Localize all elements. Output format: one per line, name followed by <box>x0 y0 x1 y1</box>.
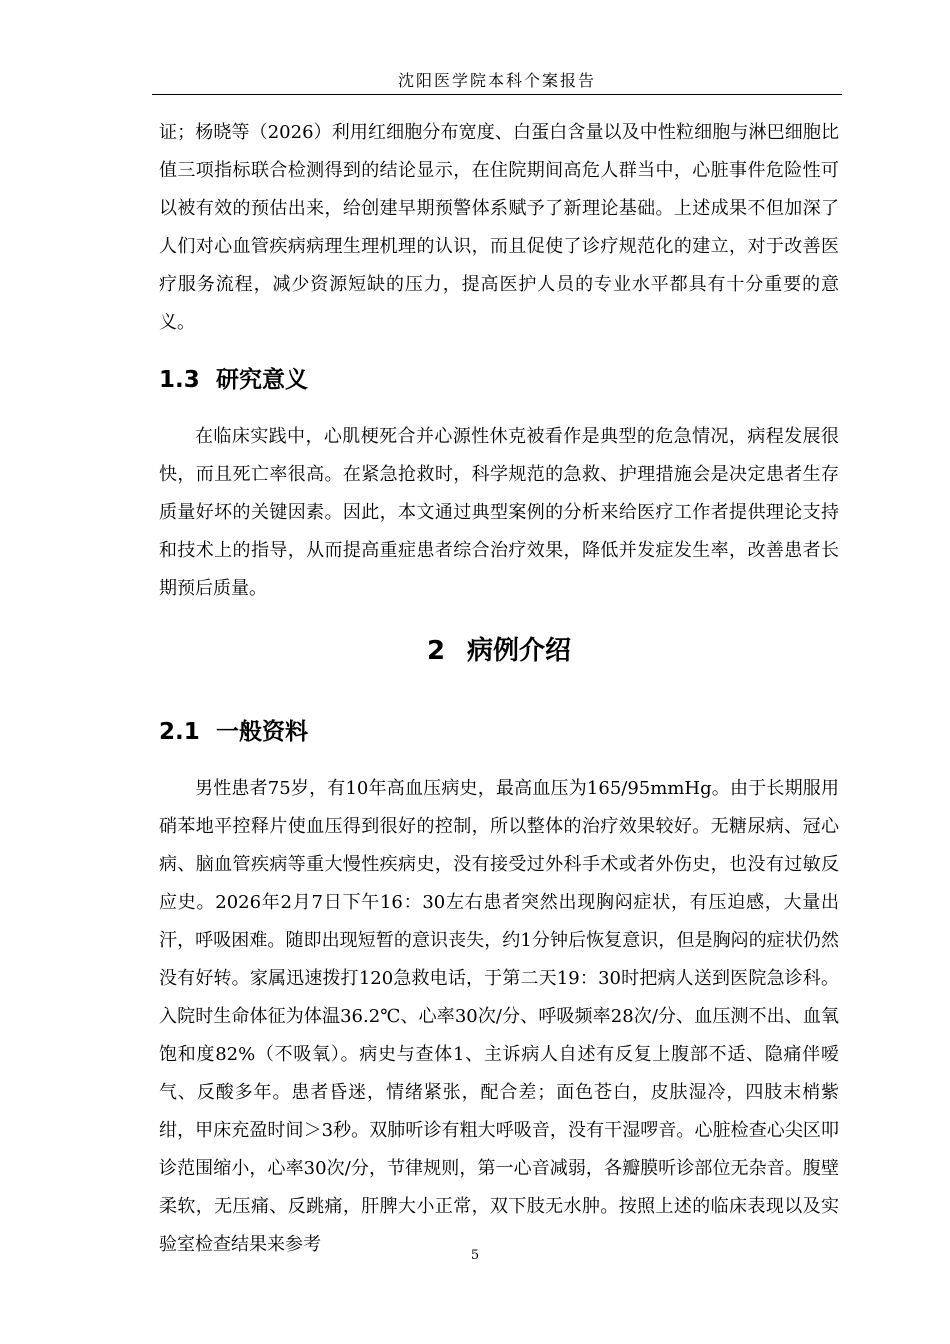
section-title: 一般资料 <box>216 719 308 745</box>
paragraph-continued: 证；杨晓等（2026）利用红细胞分布宽度、白蛋白含量以及中性粒细胞与淋巴细胞比值三项指标联合检测得到的结论显示，在住院期间高危人群当中，心脏事件危险性可以被有效的预估出来，给创建早期预警体系赋予了新理论基础。上述成果不但加深了人们对心血管疾病病理生理机理的认识，而且促使了诊疗规范化的建立，对于改善医疗服务流程，减少资源短缺的压力，提高医护人员的专业水平都具有十分重要的意义。 <box>159 122 839 333</box>
header-rule <box>152 94 842 95</box>
chapter-number: 2 <box>426 636 446 666</box>
section-heading-1-3 <box>159 342 839 418</box>
chapter-heading-2 <box>159 608 839 694</box>
section-number: 1.3 <box>159 367 200 393</box>
page-number: 5 <box>470 1248 480 1263</box>
running-header: 沈阳医学院本科个案报告 <box>397 71 596 90</box>
section-title: 研究意义 <box>216 367 308 393</box>
chapter-title: 病例介绍 <box>467 636 572 666</box>
section-number: 2.1 <box>159 719 200 745</box>
page-content <box>159 114 839 1264</box>
section-1-3-body: 在临床实践中，心肌梗死合并心源性休克被看作是典型的危急情况，病程发展很快，而且死亡率很高。在紧急抢救时，科学规范的急救、护理措施会是决定患者生存质量好坏的关键因素。因此，本文通过典型案例的分析来给医疗工作者提供理论支持和技术上的指导，从而提高重症患者综合治疗效果，降低并发症发生率，改善患者长期预后质量。 <box>159 426 839 599</box>
section-2-1-body: 男性患者75岁，有10年高血压病史，最高血压为165/95mmHg。由于长期服用硝苯地平控释片使血压得到很好的控制，所以整体的治疗效果较好。无糖尿病、冠心病、脑血管疾病等重大慢性疾病史，没有接受过外科手术或者外伤史，也没有过敏反应史。2026年2月7日下午16：30左右患者突然出现胸闷症状，有压迫感，大量出汗，呼吸困难。随即出现短暂的意识丧失，约1分钟后恢复意识，但是胸闷的症状仍然没有好转。家属迅速拨打120急救电话，于第二天19：30时把病人送到医院急诊科。入院时生命体征为体温36.2℃、心率30次/分、呼吸频率28次/分、血压测不出、血氧饱和度82%（不吸氧）。病史与查体1、主诉病人自述有反复上腹部不适、隐痛伴嗳气、反酸多年。患者昏迷，情绪紧张，配合差；面色苍白，皮肤湿冷，四肢末梢紫绀，甲床充盈时间＞3秒。双肺听诊有粗大呼吸音，没有干湿啰音。心脏检查心尖区叩诊范围缩小，心率30次/分，节律规则，第一心音减弱，各瓣膜听诊部位无杂音。腹壁柔软，无压痛、反跳痛，肝脾大小正常，双下肢无水肿。按照上述的临床表现以及实验室检查结果来参考 <box>159 778 839 1255</box>
section-heading-2-1 <box>159 694 839 770</box>
